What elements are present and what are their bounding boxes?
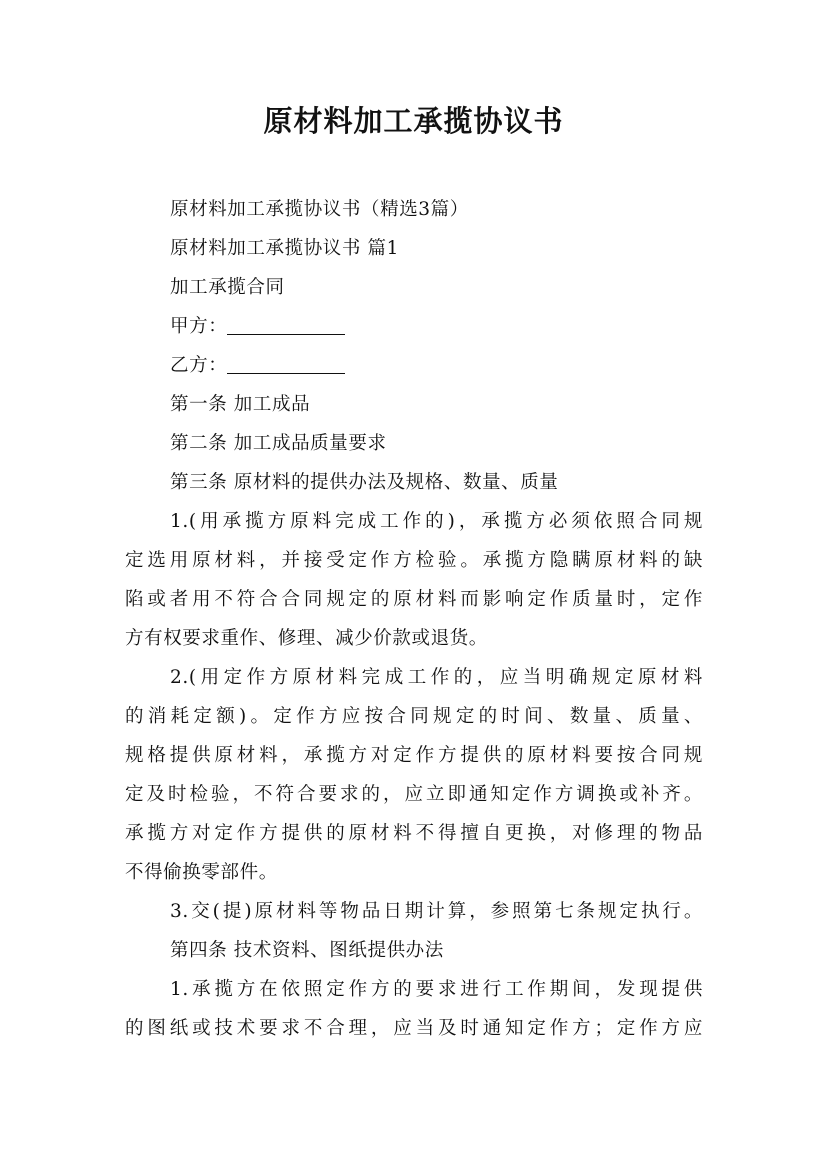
article-heading: 第三条 原材料的提供办法及规格、数量、质量 (170, 472, 559, 493)
paragraph-line: 陷或者用不符合合同规定的原材料而影响定作质量时，定作 (125, 589, 703, 610)
party-b-label: 乙方： (170, 355, 228, 376)
party-a-blank (227, 333, 345, 335)
document-body (125, 190, 703, 1048)
section-heading: 原材料加工承揽协议书 篇1 (170, 238, 399, 259)
article-heading: 第二条 加工成品质量要求 (170, 433, 387, 454)
paragraph-line: 3.交(提)原材料等物品日期计算，参照第七条规定执行。 (170, 901, 703, 922)
paragraph-line: 方有权要求重作、修理、减少价款或退货。 (125, 628, 488, 649)
contract-heading: 加工承揽合同 (170, 277, 285, 298)
paragraph-line: 不得偷换零部件。 (125, 862, 278, 883)
paragraph-line: 的图纸或技术要求不合理，应当及时通知定作方；定作方应 (125, 1018, 703, 1039)
paragraph-line: 的消耗定额)。定作方应按合同规定的时间、数量、质量、 (125, 706, 703, 727)
paragraph-line: 规格提供原材料，承揽方对定作方提供的原材料要按合同规 (125, 745, 703, 766)
paragraph-line: 承揽方对定作方提供的原材料不得擅自更换，对修理的物品 (125, 823, 703, 844)
article-heading: 第四条 技术资料、图纸提供办法 (170, 940, 444, 961)
party-b-blank (227, 372, 345, 374)
paragraph-line: 定及时检验，不符合要求的，应立即通知定作方调换或补齐。 (125, 784, 703, 805)
party-b-line (125, 346, 703, 385)
document-title: 原材料加工承揽协议书 (263, 104, 564, 138)
party-a-line (125, 307, 703, 346)
subtitle-line: 原材料加工承揽协议书（精选3篇） (170, 199, 469, 220)
paragraph-line: 2.(用定作方原材料完成工作的，应当明确规定原材料 (170, 667, 703, 688)
article-heading: 第一条 加工成品 (170, 394, 311, 415)
party-a-label: 甲方： (170, 316, 228, 337)
paragraph-line: 定选用原材料，并接受定作方检验。承揽方隐瞒原材料的缺 (125, 550, 703, 571)
paragraph-line: 1.承揽方在依照定作方的要求进行工作期间，发现提供 (170, 979, 703, 1000)
paragraph-line: 1.(用承揽方原料完成工作的)，承揽方必须依照合同规 (170, 511, 703, 532)
